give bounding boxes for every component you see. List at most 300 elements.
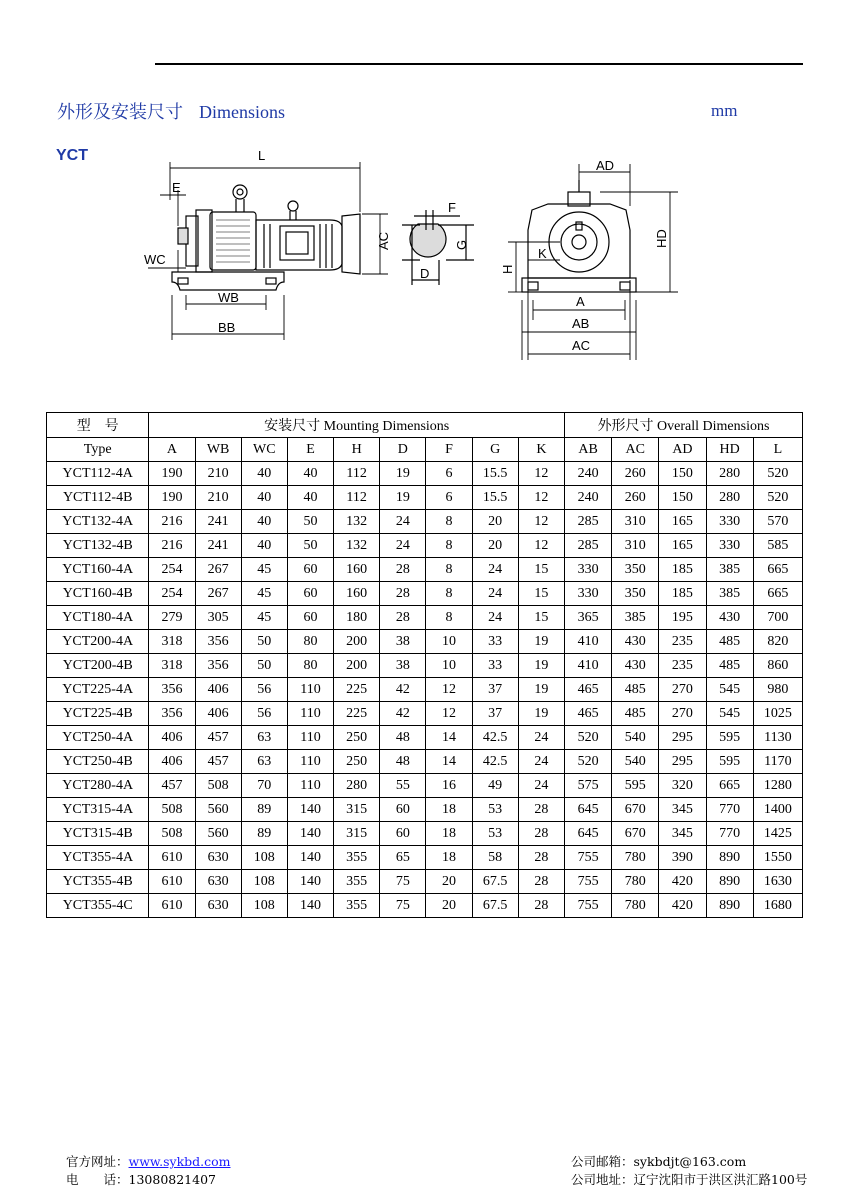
value-cell: 55 [380, 774, 426, 798]
value-cell: 24 [518, 750, 564, 774]
value-cell: 42.5 [472, 750, 518, 774]
value-cell: 318 [149, 654, 195, 678]
value-cell: 670 [612, 822, 659, 846]
type-cell: YCT250-4B [47, 750, 149, 774]
value-cell: 890 [706, 894, 753, 918]
value-cell: 1025 [753, 702, 802, 726]
type-cell: YCT280-4A [47, 774, 149, 798]
top-rule [155, 63, 803, 65]
value-cell: 75 [380, 870, 426, 894]
value-cell: 18 [426, 798, 472, 822]
email-label: 公司邮箱： [571, 1154, 634, 1169]
value-cell: 110 [287, 750, 333, 774]
value-cell: 295 [659, 750, 706, 774]
value-cell: 195 [659, 606, 706, 630]
label-WC: WC [144, 252, 166, 267]
value-cell: 385 [706, 558, 753, 582]
value-cell: 267 [195, 558, 241, 582]
value-cell: 1400 [753, 798, 802, 822]
value-cell: 165 [659, 534, 706, 558]
value-cell: 457 [195, 750, 241, 774]
value-cell: 140 [287, 822, 333, 846]
table-group-header-row [47, 413, 803, 438]
value-cell: 40 [241, 534, 287, 558]
value-cell: 165 [659, 510, 706, 534]
value-cell: 520 [565, 726, 612, 750]
type-header-en: Type [47, 438, 149, 462]
value-cell: 355 [334, 870, 380, 894]
value-cell: 330 [565, 582, 612, 606]
value-cell: 150 [659, 462, 706, 486]
value-cell: 37 [472, 678, 518, 702]
value-cell: 15 [518, 558, 564, 582]
value-cell: 520 [753, 462, 802, 486]
heading-cn: 外形及安装尺寸 [57, 102, 183, 123]
value-cell: 285 [565, 534, 612, 558]
value-cell: 185 [659, 582, 706, 606]
value-cell: 24 [472, 606, 518, 630]
type-cell: YCT160-4A [47, 558, 149, 582]
address-label: 公司地址： [571, 1172, 634, 1187]
value-cell: 48 [380, 750, 426, 774]
value-cell: 110 [287, 702, 333, 726]
label-D: D [420, 266, 430, 281]
website-link[interactable]: www.sykbd.com [128, 1154, 231, 1169]
value-cell: 770 [706, 822, 753, 846]
value-cell: 60 [380, 798, 426, 822]
value-cell: 28 [518, 894, 564, 918]
table-row [47, 870, 803, 894]
overall-dimensions-header: 外形尺寸 Overall Dimensions [565, 413, 803, 438]
table-row [47, 486, 803, 510]
website-label: 官方网址： [66, 1154, 129, 1169]
value-cell: 540 [612, 726, 659, 750]
value-cell: 1130 [753, 726, 802, 750]
col-header: L [753, 438, 802, 462]
value-cell: 1170 [753, 750, 802, 774]
value-cell: 42 [380, 678, 426, 702]
label-G: G [454, 239, 469, 250]
value-cell: 770 [706, 798, 753, 822]
value-cell: 225 [334, 702, 380, 726]
value-cell: 420 [659, 894, 706, 918]
value-cell: 241 [195, 510, 241, 534]
value-cell: 132 [334, 510, 380, 534]
value-cell: 63 [241, 726, 287, 750]
value-cell: 60 [287, 582, 333, 606]
value-cell: 595 [706, 726, 753, 750]
value-cell: 630 [195, 894, 241, 918]
value-cell: 485 [612, 678, 659, 702]
heading-en: Dimensions [199, 102, 286, 122]
type-cell: YCT225-4B [47, 702, 149, 726]
type-cell: YCT200-4B [47, 654, 149, 678]
value-cell: 385 [612, 606, 659, 630]
value-cell: 24 [472, 582, 518, 606]
value-cell: 520 [753, 486, 802, 510]
value-cell: 65 [380, 846, 426, 870]
value-cell: 210 [195, 462, 241, 486]
table-row [47, 582, 803, 606]
type-cell: YCT225-4A [47, 678, 149, 702]
value-cell: 285 [565, 510, 612, 534]
value-cell: 110 [287, 726, 333, 750]
col-header: WB [195, 438, 241, 462]
value-cell: 241 [195, 534, 241, 558]
label-BB: BB [218, 320, 236, 335]
value-cell: 575 [565, 774, 612, 798]
value-cell: 40 [241, 510, 287, 534]
value-cell: 540 [612, 750, 659, 774]
value-cell: 12 [518, 462, 564, 486]
col-header: AD [659, 438, 706, 462]
value-cell: 508 [149, 798, 195, 822]
value-cell: 780 [612, 870, 659, 894]
col-header: G [472, 438, 518, 462]
value-cell: 310 [612, 534, 659, 558]
value-cell: 330 [706, 534, 753, 558]
value-cell: 40 [287, 486, 333, 510]
value-cell: 330 [706, 510, 753, 534]
value-cell: 16 [426, 774, 472, 798]
value-cell: 8 [426, 558, 472, 582]
value-cell: 320 [659, 774, 706, 798]
value-cell: 112 [334, 486, 380, 510]
value-cell: 560 [195, 822, 241, 846]
value-cell: 24 [518, 774, 564, 798]
phone-number: 13080821407 [128, 1172, 216, 1187]
value-cell: 50 [241, 630, 287, 654]
value-cell: 356 [195, 630, 241, 654]
value-cell: 355 [334, 894, 380, 918]
value-cell: 8 [426, 582, 472, 606]
value-cell: 18 [426, 846, 472, 870]
value-cell: 70 [241, 774, 287, 798]
value-cell: 28 [380, 606, 426, 630]
value-cell: 75 [380, 894, 426, 918]
value-cell: 50 [287, 534, 333, 558]
value-cell: 610 [149, 870, 195, 894]
value-cell: 280 [706, 486, 753, 510]
value-cell: 42.5 [472, 726, 518, 750]
value-cell: 37 [472, 702, 518, 726]
table-row [47, 702, 803, 726]
value-cell: 570 [753, 510, 802, 534]
value-cell: 200 [334, 630, 380, 654]
value-cell: 53 [472, 798, 518, 822]
value-cell: 820 [753, 630, 802, 654]
value-cell: 410 [565, 630, 612, 654]
value-cell: 56 [241, 678, 287, 702]
value-cell: 520 [565, 750, 612, 774]
value-cell: 10 [426, 630, 472, 654]
value-cell: 610 [149, 846, 195, 870]
value-cell: 58 [472, 846, 518, 870]
type-cell: YCT112-4B [47, 486, 149, 510]
col-header: AC [612, 438, 659, 462]
footer-email [571, 1152, 746, 1170]
value-cell: 545 [706, 702, 753, 726]
col-header: AB [565, 438, 612, 462]
value-cell: 345 [659, 798, 706, 822]
value-cell: 6 [426, 462, 472, 486]
type-cell: YCT112-4A [47, 462, 149, 486]
footer-address [571, 1170, 807, 1188]
value-cell: 20 [472, 510, 518, 534]
value-cell: 508 [195, 774, 241, 798]
value-cell: 350 [612, 558, 659, 582]
value-cell: 80 [287, 654, 333, 678]
value-cell: 485 [706, 630, 753, 654]
value-cell: 63 [241, 750, 287, 774]
value-cell: 67.5 [472, 870, 518, 894]
value-cell: 15.5 [472, 462, 518, 486]
value-cell: 1425 [753, 822, 802, 846]
value-cell: 595 [706, 750, 753, 774]
value-cell: 295 [659, 726, 706, 750]
value-cell: 60 [287, 558, 333, 582]
value-cell: 508 [149, 822, 195, 846]
value-cell: 330 [565, 558, 612, 582]
table-body [47, 462, 803, 918]
label-F: F [448, 200, 456, 215]
type-cell: YCT315-4B [47, 822, 149, 846]
value-cell: 485 [706, 654, 753, 678]
value-cell: 365 [565, 606, 612, 630]
series-label: YCT [56, 147, 88, 164]
label-AB: AB [572, 316, 590, 331]
value-cell: 60 [380, 822, 426, 846]
table-row [47, 462, 803, 486]
dimensions-table [46, 412, 803, 918]
value-cell: 216 [149, 534, 195, 558]
value-cell: 33 [472, 654, 518, 678]
value-cell: 430 [612, 630, 659, 654]
value-cell: 390 [659, 846, 706, 870]
value-cell: 80 [287, 630, 333, 654]
footer-phone [66, 1170, 216, 1188]
table-row [47, 654, 803, 678]
value-cell: 180 [334, 606, 380, 630]
value-cell: 8 [426, 510, 472, 534]
value-cell: 280 [334, 774, 380, 798]
value-cell: 28 [380, 558, 426, 582]
col-header: A [149, 438, 195, 462]
value-cell: 250 [334, 726, 380, 750]
type-cell: YCT132-4B [47, 534, 149, 558]
value-cell: 19 [518, 702, 564, 726]
footer-website [66, 1152, 231, 1170]
type-cell: YCT355-4C [47, 894, 149, 918]
table-row [47, 822, 803, 846]
value-cell: 108 [241, 846, 287, 870]
type-cell: YCT355-4B [47, 870, 149, 894]
value-cell: 595 [612, 774, 659, 798]
value-cell: 8 [426, 534, 472, 558]
value-cell: 12 [518, 486, 564, 510]
value-cell: 700 [753, 606, 802, 630]
value-cell: 318 [149, 630, 195, 654]
value-cell: 780 [612, 846, 659, 870]
value-cell: 15 [518, 582, 564, 606]
value-cell: 140 [287, 870, 333, 894]
value-cell: 132 [334, 534, 380, 558]
value-cell: 610 [149, 894, 195, 918]
value-cell: 28 [380, 582, 426, 606]
value-cell: 45 [241, 582, 287, 606]
type-cell: YCT355-4A [47, 846, 149, 870]
value-cell: 385 [706, 582, 753, 606]
label-WB: WB [218, 290, 239, 305]
value-cell: 755 [565, 894, 612, 918]
value-cell: 108 [241, 870, 287, 894]
value-cell: 235 [659, 630, 706, 654]
col-header: HD [706, 438, 753, 462]
value-cell: 12 [426, 678, 472, 702]
value-cell: 28 [518, 798, 564, 822]
label-AD: AD [596, 158, 615, 173]
value-cell: 645 [565, 798, 612, 822]
value-cell: 406 [195, 702, 241, 726]
table-row [47, 798, 803, 822]
value-cell: 585 [753, 534, 802, 558]
value-cell: 18 [426, 822, 472, 846]
col-header: WC [241, 438, 287, 462]
address-text: 辽宁沈阳市于洪区洪汇路100号 [633, 1172, 808, 1187]
value-cell: 112 [334, 462, 380, 486]
value-cell: 160 [334, 582, 380, 606]
value-cell: 457 [195, 726, 241, 750]
value-cell: 350 [612, 582, 659, 606]
value-cell: 665 [753, 582, 802, 606]
value-cell: 6 [426, 486, 472, 510]
value-cell: 356 [149, 702, 195, 726]
type-cell: YCT132-4A [47, 510, 149, 534]
value-cell: 670 [612, 798, 659, 822]
value-cell: 28 [518, 846, 564, 870]
value-cell: 465 [565, 678, 612, 702]
value-cell: 630 [195, 870, 241, 894]
value-cell: 190 [149, 486, 195, 510]
value-cell: 465 [565, 702, 612, 726]
value-cell: 38 [380, 630, 426, 654]
value-cell: 665 [706, 774, 753, 798]
value-cell: 240 [565, 486, 612, 510]
value-cell: 19 [380, 486, 426, 510]
type-cell: YCT180-4A [47, 606, 149, 630]
value-cell: 140 [287, 846, 333, 870]
value-cell: 19 [518, 630, 564, 654]
type-cell: YCT200-4A [47, 630, 149, 654]
col-header: D [380, 438, 426, 462]
value-cell: 24 [518, 726, 564, 750]
motor-front-view [522, 180, 636, 292]
value-cell: 356 [149, 678, 195, 702]
value-cell: 270 [659, 702, 706, 726]
value-cell: 110 [287, 678, 333, 702]
value-cell: 89 [241, 798, 287, 822]
value-cell: 19 [380, 462, 426, 486]
value-cell: 310 [612, 510, 659, 534]
value-cell: 12 [518, 534, 564, 558]
table-row [47, 894, 803, 918]
value-cell: 40 [287, 462, 333, 486]
type-cell: YCT315-4A [47, 798, 149, 822]
value-cell: 406 [195, 678, 241, 702]
value-cell: 305 [195, 606, 241, 630]
label-AC-side: AC [376, 231, 391, 250]
col-header: H [334, 438, 380, 462]
col-header: F [426, 438, 472, 462]
table-row [47, 558, 803, 582]
value-cell: 19 [518, 654, 564, 678]
value-cell: 1550 [753, 846, 802, 870]
value-cell: 12 [426, 702, 472, 726]
table-row [47, 606, 803, 630]
value-cell: 20 [426, 870, 472, 894]
value-cell: 67.5 [472, 894, 518, 918]
value-cell: 140 [287, 798, 333, 822]
value-cell: 780 [612, 894, 659, 918]
table-row [47, 630, 803, 654]
table-row [47, 846, 803, 870]
value-cell: 50 [241, 654, 287, 678]
value-cell: 485 [612, 702, 659, 726]
value-cell: 430 [706, 606, 753, 630]
value-cell: 250 [334, 750, 380, 774]
value-cell: 12 [518, 510, 564, 534]
value-cell: 860 [753, 654, 802, 678]
value-cell: 14 [426, 726, 472, 750]
value-cell: 40 [241, 462, 287, 486]
value-cell: 48 [380, 726, 426, 750]
label-AC-front: AC [572, 338, 591, 353]
value-cell: 15 [518, 606, 564, 630]
value-cell: 140 [287, 894, 333, 918]
value-cell: 20 [426, 894, 472, 918]
motor-side-view [172, 185, 360, 290]
value-cell: 42 [380, 702, 426, 726]
value-cell: 28 [518, 822, 564, 846]
value-cell: 38 [380, 654, 426, 678]
value-cell: 53 [472, 822, 518, 846]
type-cell: YCT250-4A [47, 726, 149, 750]
value-cell: 560 [195, 798, 241, 822]
value-cell: 630 [195, 846, 241, 870]
value-cell: 200 [334, 654, 380, 678]
value-cell: 49 [472, 774, 518, 798]
page-heading [57, 98, 285, 124]
value-cell: 260 [612, 462, 659, 486]
value-cell: 33 [472, 630, 518, 654]
value-cell: 254 [149, 582, 195, 606]
value-cell: 190 [149, 462, 195, 486]
email-address: sykbdjt@163.com [633, 1154, 747, 1169]
type-header-cn: 型 号 [47, 413, 149, 438]
phone-label: 电 话： [66, 1172, 129, 1187]
unit-label: mm [711, 101, 738, 120]
label-L: L [258, 150, 266, 163]
value-cell: 280 [706, 462, 753, 486]
value-cell: 19 [518, 678, 564, 702]
value-cell: 24 [472, 558, 518, 582]
label-H: H [500, 264, 515, 274]
value-cell: 406 [149, 726, 195, 750]
value-cell: 980 [753, 678, 802, 702]
value-cell: 315 [334, 822, 380, 846]
value-cell: 545 [706, 678, 753, 702]
value-cell: 40 [241, 486, 287, 510]
